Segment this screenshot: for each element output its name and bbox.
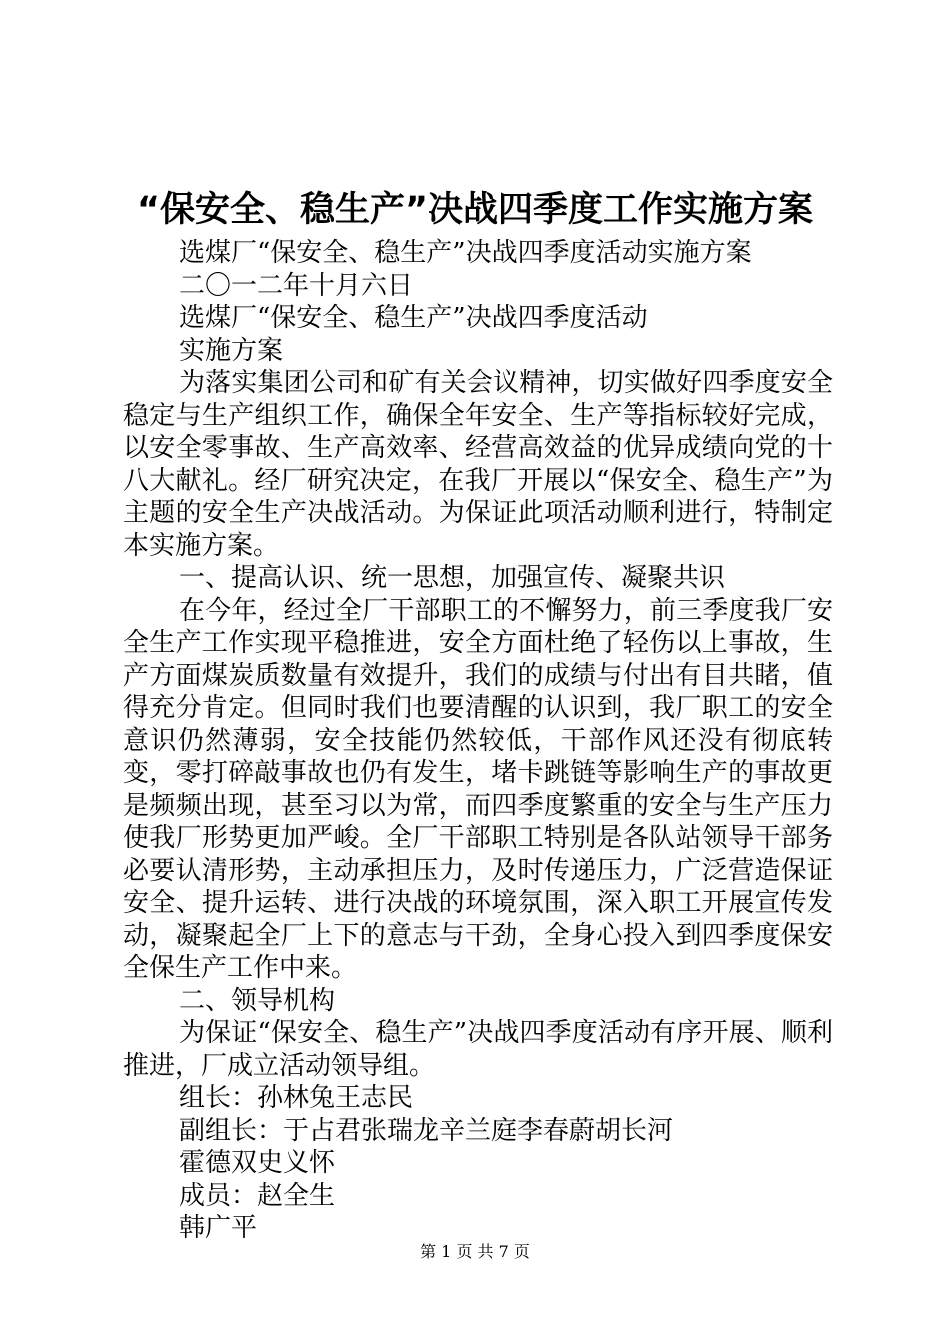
deputy-leader-line: 副组长：于占君张瑞龙辛兰庭李春蔚胡长河 bbox=[179, 1115, 674, 1146]
section-heading-1: 一、提高认识、统一思想，加强宣传、凝聚共识 bbox=[179, 563, 726, 593]
leader-line: 组长：孙林兔王志民 bbox=[179, 1083, 414, 1113]
section-2-paragraph: 为保证“保安全、稳生产”决战四季度活动有序开展、顺利推进，厂成立活动领导组。 bbox=[123, 1018, 833, 1081]
date-line: 二〇一二年十月六日 bbox=[179, 270, 414, 301]
section-heading-2: 二、领导机构 bbox=[179, 985, 336, 1016]
intro-paragraph: 为落实集团公司和矿有关会议精神，切实做好四季度安全稳定与生产组织工作，确保全年安全、生产等指标较好完成，以安全零事故、生产高效率、经营高效益的优异成绩向党的十八大献礼。经厂研究决定，在我厂开展以“保安全、稳生产”为主题的安全生产决战活动。为保证此项活动顺利进行，特制定本实施方案。 bbox=[123, 368, 833, 561]
plan-label-line: 实施方案 bbox=[179, 335, 284, 366]
activity-title-line: 选煤厂“保安全、稳生产”决战四季度活动 bbox=[179, 303, 648, 333]
page-number-footer: 第 1 页 共 7 页 bbox=[420, 1242, 530, 1261]
members-continued-line: 韩广平 bbox=[179, 1213, 258, 1243]
document-title: “保安全、稳生产”决战四季度工作实施方案 bbox=[136, 190, 813, 230]
subtitle-line: 选煤厂“保安全、稳生产”决战四季度活动实施方案 bbox=[179, 238, 752, 268]
document-body bbox=[123, 237, 833, 1245]
section-1-paragraph: 在今年，经过全厂干部职工的不懈努力，前三季度我厂安全生产工作实现平稳推进，安全方面杜绝了轻伤以上事故，生产方面煤炭质数量有效提升，我们的成绩与付出有目共睹，值得充分肯定。但同时我们也要清醒的认识到，我厂职工的安全意识仍然薄弱，安全技能仍然较低，干部作风还没有彻底转变，零打碎敲事故也仍有发生，堵卡跳链等影响生产的事故更是频频出现，甚至习以为常，而四季度繁重的安全与生产压力使我厂形势更加严峻。全厂干部职工特别是各队站领导干部务必要认清形势，主动承担压力，及时传递压力，广泛营造保证安全、提升运转、进行决战的环境氛围，深入职工开展宣传发动，凝聚起全厂上下的意志与干劲，全身心投入到四季度保安全保生产工作中来。 bbox=[123, 595, 833, 983]
deputy-leader-continued-line: 霍德双史义怀 bbox=[179, 1148, 336, 1178]
members-line: 成员：赵全生 bbox=[179, 1180, 336, 1211]
